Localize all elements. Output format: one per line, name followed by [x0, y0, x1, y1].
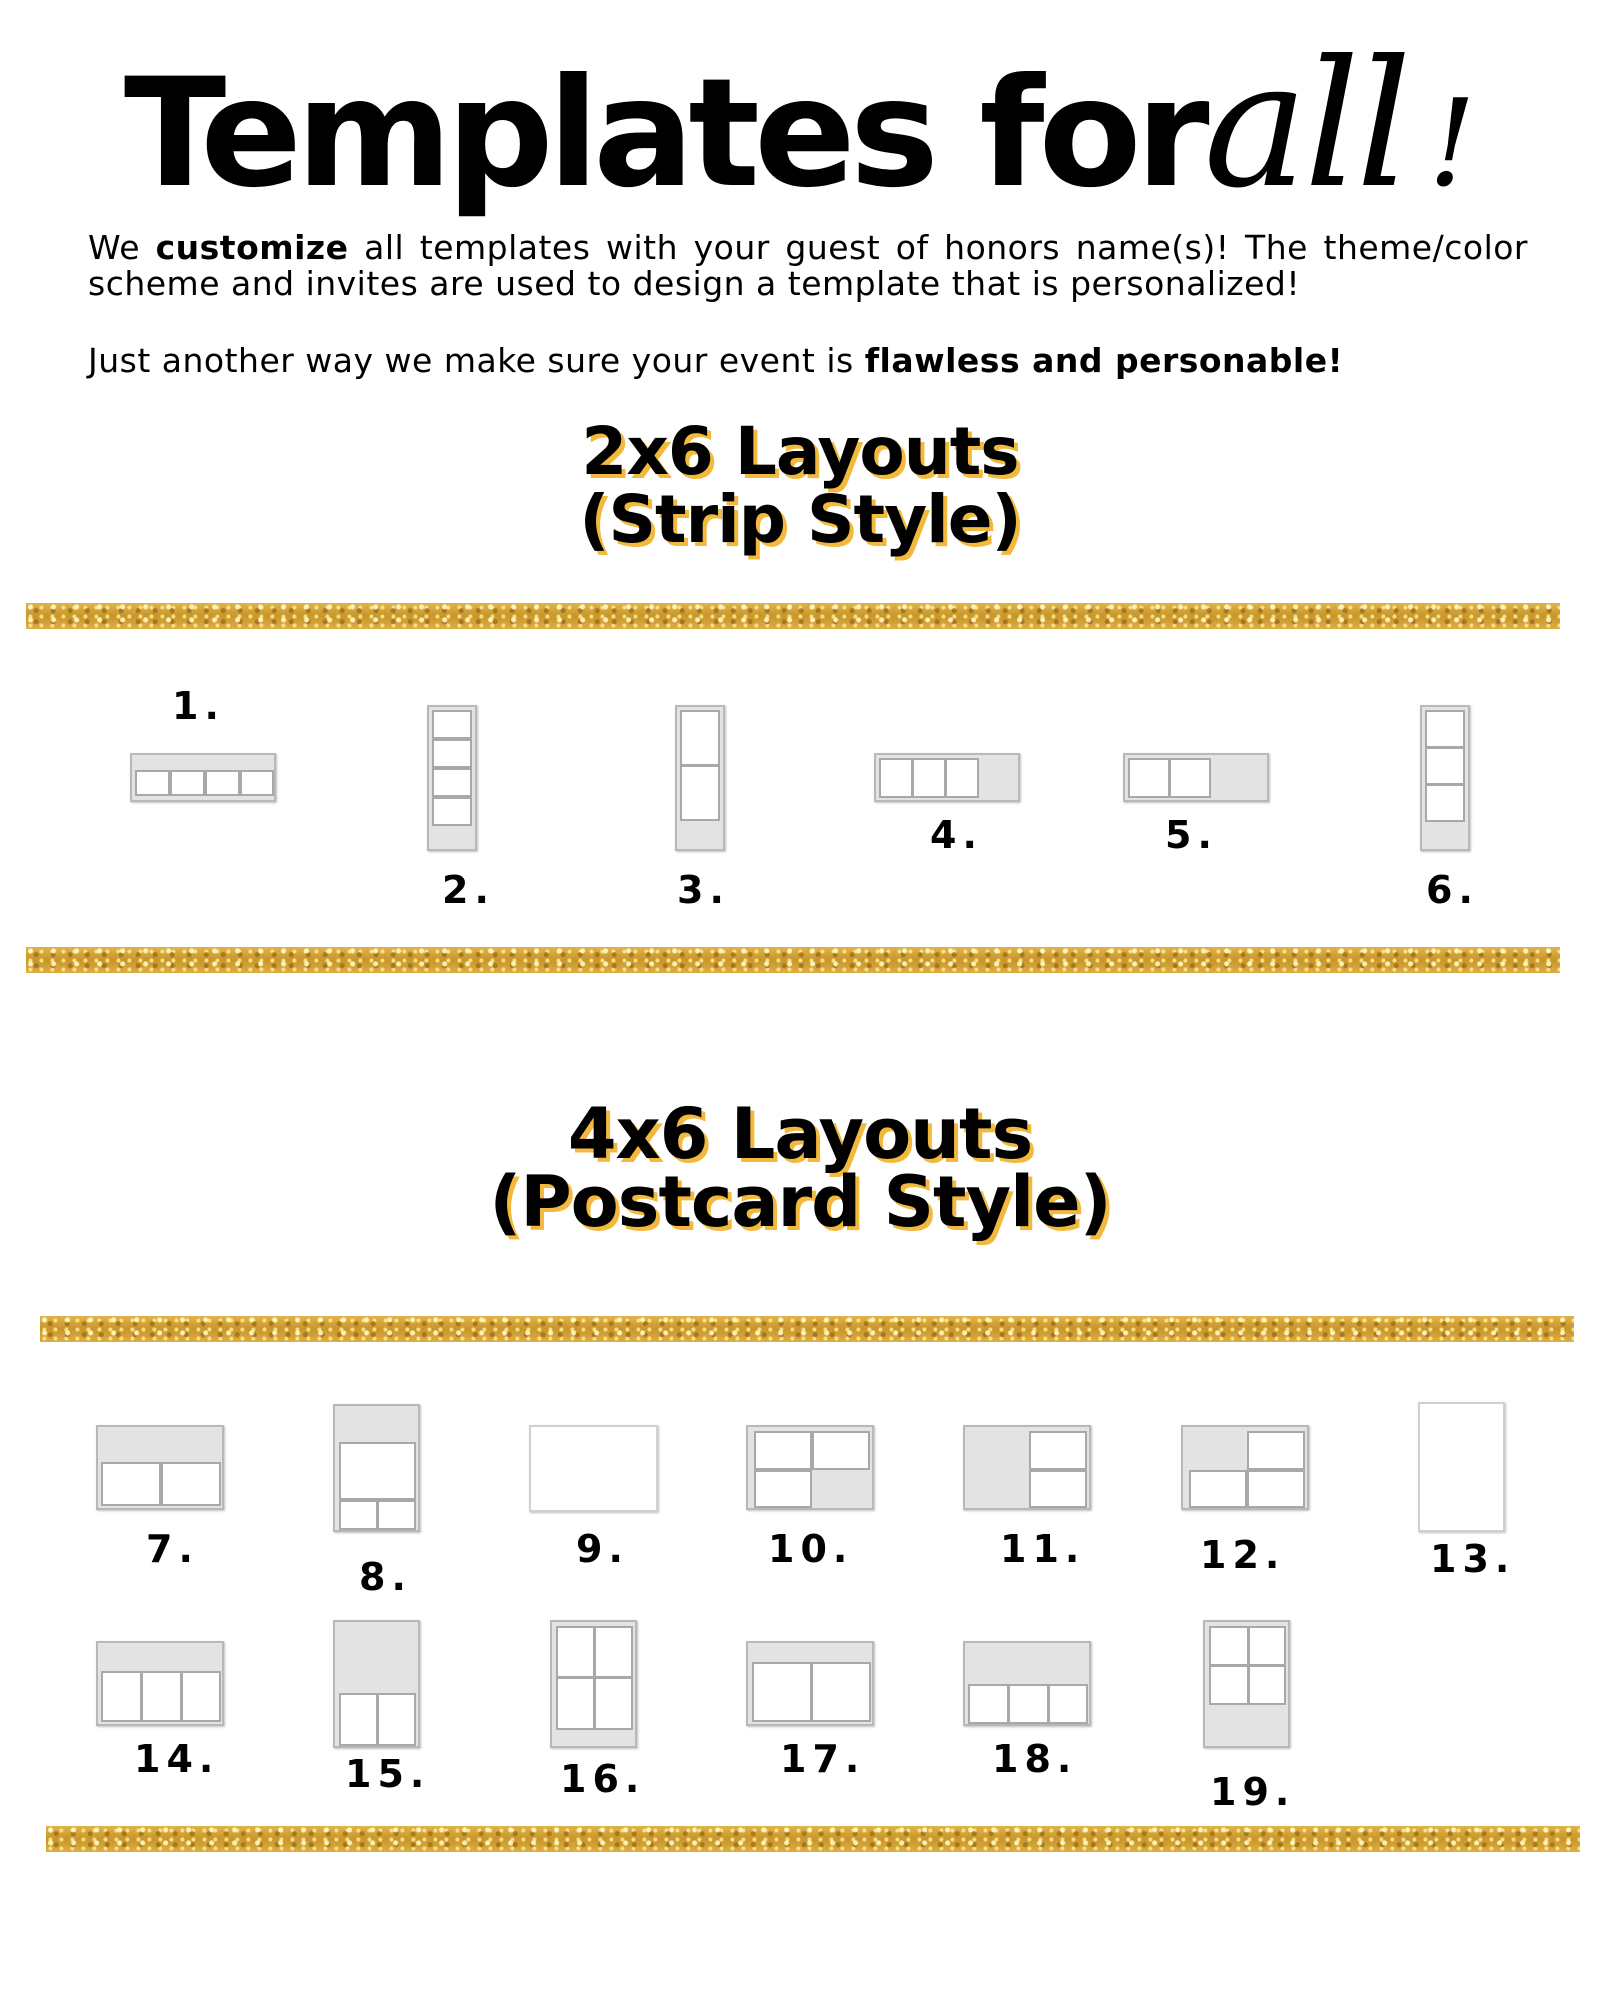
photo-slot [1425, 710, 1465, 748]
gold-divider [40, 1316, 1574, 1342]
photo-slot [1248, 1665, 1286, 1705]
photo-slot [1048, 1684, 1088, 1724]
layout-number: 16. [560, 1757, 646, 1801]
layout-7 [96, 1425, 224, 1510]
photo-slot [556, 1677, 595, 1730]
strip-heading [0, 413, 1600, 558]
photo-slot [432, 739, 472, 768]
photo-slot [680, 710, 720, 766]
photo-slot [912, 758, 946, 798]
postcard-heading-line1: 4x6 Layouts [567, 1093, 1033, 1175]
photo-slot [377, 1500, 416, 1530]
layout-number: 10. [768, 1527, 854, 1571]
layout-number: 6. [1426, 868, 1479, 912]
photo-slot [1169, 758, 1211, 798]
photo-slot [594, 1626, 633, 1678]
photo-slot [377, 1693, 416, 1746]
photo-slot [339, 1693, 378, 1746]
layout-19 [1203, 1620, 1290, 1748]
photo-slot [141, 1671, 182, 1722]
photo-slot [161, 1462, 221, 1506]
layout-17 [746, 1641, 874, 1726]
layout-number: 7. [146, 1527, 199, 1571]
layout-number: 17. [780, 1737, 866, 1781]
layout-5 [1123, 753, 1269, 802]
photo-slot [812, 1431, 870, 1470]
layout-number: 1. [172, 684, 225, 728]
title-main: Templates for [123, 47, 1204, 221]
intro-customize: customize [155, 228, 349, 267]
strip-heading-line1: 2x6 Layouts [581, 413, 1019, 490]
photo-slot [170, 770, 205, 796]
layout-13 [1418, 1402, 1505, 1532]
photo-slot [1189, 1470, 1247, 1508]
intro-rest: all templates with your guest of honors name(s)! The theme/color scheme and invites are used to design a template that is personalized! [88, 228, 1528, 303]
layout-15 [333, 1620, 420, 1748]
photo-slot [1425, 784, 1465, 822]
intro-we: We [88, 228, 156, 267]
layout-1 [130, 753, 276, 802]
photo-slot [556, 1626, 595, 1678]
layout-number: 2. [442, 868, 495, 912]
photo-slot [754, 1431, 812, 1470]
gold-divider [26, 947, 1560, 973]
photo-slot [1247, 1431, 1305, 1470]
layout-number: 9. [576, 1527, 629, 1571]
layout-number: 14. [134, 1737, 220, 1781]
layout-number: 3. [677, 868, 730, 912]
photo-slot [1248, 1626, 1286, 1666]
tagline-text: Just another way we make sure your event is [88, 341, 865, 380]
photo-slot [1128, 758, 1170, 798]
photo-slot [135, 770, 170, 796]
title-script: all [1203, 24, 1408, 227]
layout-number: 11. [1000, 1527, 1086, 1571]
photo-slot [1209, 1626, 1249, 1666]
photo-slot [1029, 1470, 1087, 1508]
photo-slot [1425, 747, 1465, 785]
photo-slot [1247, 1470, 1305, 1508]
layout-9 [529, 1425, 658, 1512]
layout-6 [1420, 705, 1470, 851]
gold-divider [26, 603, 1560, 629]
photo-slot [754, 1470, 812, 1508]
photo-slot [1209, 1665, 1249, 1705]
intro-paragraph [88, 230, 1528, 302]
strip-heading-line2: (Strip Style) [579, 481, 1021, 558]
layout-11 [963, 1425, 1091, 1510]
photo-slot [432, 710, 472, 739]
photo-slot [432, 797, 472, 826]
photo-slot [945, 758, 979, 798]
photo-slot [594, 1677, 633, 1730]
gold-divider [46, 1826, 1580, 1852]
layout-16 [550, 1620, 637, 1748]
layout-number: 18. [992, 1737, 1078, 1781]
layout-number: 5. [1165, 813, 1218, 857]
photo-slot [968, 1684, 1009, 1724]
postcard-heading [0, 1093, 1600, 1243]
layout-4 [874, 753, 1020, 802]
photo-slot [339, 1442, 416, 1500]
postcard-heading-line2: (Postcard Style) [489, 1161, 1111, 1243]
layout-12 [1181, 1425, 1309, 1510]
layout-2 [427, 705, 477, 851]
photo-slot [680, 765, 720, 821]
layout-18 [963, 1641, 1091, 1726]
photo-slot [879, 758, 913, 798]
tagline-bold: flawless and personable! [864, 341, 1344, 380]
photo-slot [811, 1662, 871, 1722]
layout-number: 13. [1430, 1537, 1516, 1581]
layout-10 [746, 1425, 874, 1510]
layout-number: 12. [1200, 1533, 1286, 1577]
layout-3 [675, 705, 725, 851]
layout-number: 8. [359, 1555, 412, 1599]
layout-number: 4. [930, 813, 983, 857]
photo-slot [752, 1662, 812, 1722]
layout-8 [333, 1404, 420, 1532]
title-exclamation: ! [1427, 75, 1477, 214]
photo-slot [339, 1500, 378, 1530]
photo-slot [181, 1671, 221, 1722]
layout-number: 15. [345, 1752, 431, 1796]
photo-slot [101, 1671, 142, 1722]
tagline-paragraph [88, 343, 1528, 379]
page-title [0, 24, 1600, 227]
layout-number: 19. [1210, 1770, 1296, 1814]
photo-slot [240, 770, 274, 796]
layout-14 [96, 1641, 224, 1726]
photo-slot [101, 1462, 161, 1506]
photo-slot [205, 770, 240, 796]
photo-slot [1029, 1431, 1087, 1470]
photo-slot [1008, 1684, 1049, 1724]
photo-slot [432, 768, 472, 797]
